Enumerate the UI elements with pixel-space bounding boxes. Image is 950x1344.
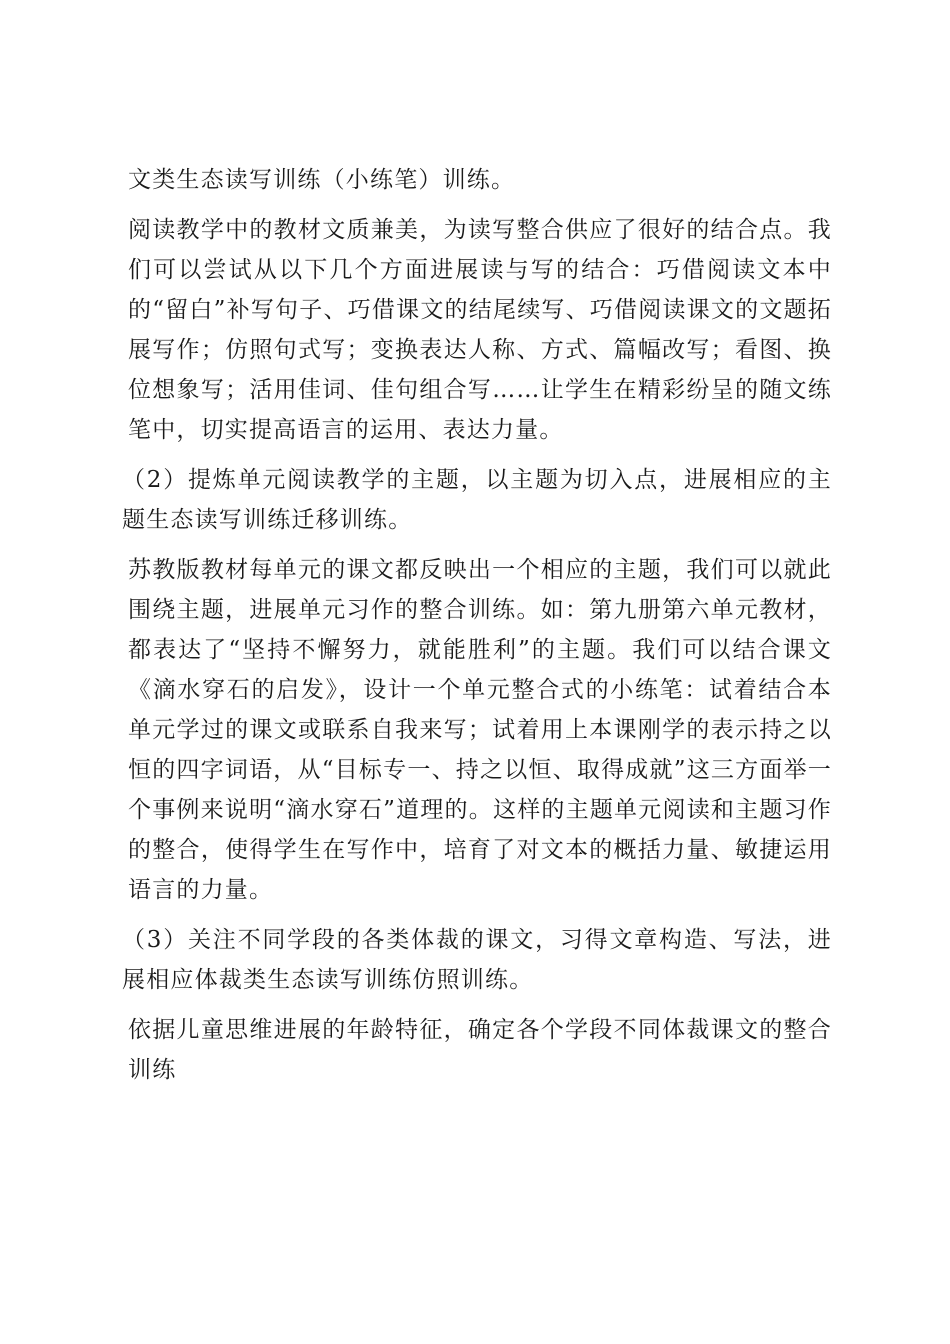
paragraph-continuation: 文类生态读写训练（小练笔）训练。 bbox=[128, 167, 516, 193]
paragraph-unit-theme: 苏教版教材每单元的课文都反映出一个相应的主题，我们可以就此围绕主题，进展单元习作的整合训练。如：第九册第六单元教材，都表达了“坚持不懈努力，就能胜利”的主题。我们可以结合课文《滴水穿石的启发》，设计一个单元整合式的小练笔：试着结合本单元学过的课文或联系自我来写；试着用上本课刚学的表示持之以恒的四字词语，从“目标专一、持之以恒、取得成就”这三方面举一个事例来说明“滴水穿石”道理的。这样的主题单元阅读和主题习作的整合，使得学生在写作中，培育了对文本的概括力量、敏捷运用语言的力量。 bbox=[128, 557, 832, 903]
paragraph-age-characteristics: 依据儿童思维进展的年龄特征，确定各个学段不同体裁课文的整合训练 bbox=[128, 1017, 832, 1083]
paragraph-reading-writing-combination: 阅读教学中的教材文质兼美，为读写整合供应了很好的结合点。我们可以尝试从以下几个方面进展读与写的结合：巧借阅读文本中的“留白”补写句子、巧借课文的结尾续写、巧借阅读课文的文题拓展写作；仿照句式写；变换表达人称、方式、篇幅改写；看图、换位想象写；活用佳词、佳句组合写……让学生在精彩纷呈的随文练笔中，切实提高语言的运用、表达力量。 bbox=[128, 217, 832, 443]
paragraph-section-3: （3）关注不同学段的各类体裁的课文，习得文章构造、写法，进展相应体裁类生态读写训练仿照训练。 bbox=[122, 927, 832, 993]
paragraph-section-2: （2）提炼单元阅读教学的主题，以主题为切入点，进展相应的主题生态读写训练迁移训练。 bbox=[122, 467, 832, 533]
document-page bbox=[122, 160, 832, 1100]
